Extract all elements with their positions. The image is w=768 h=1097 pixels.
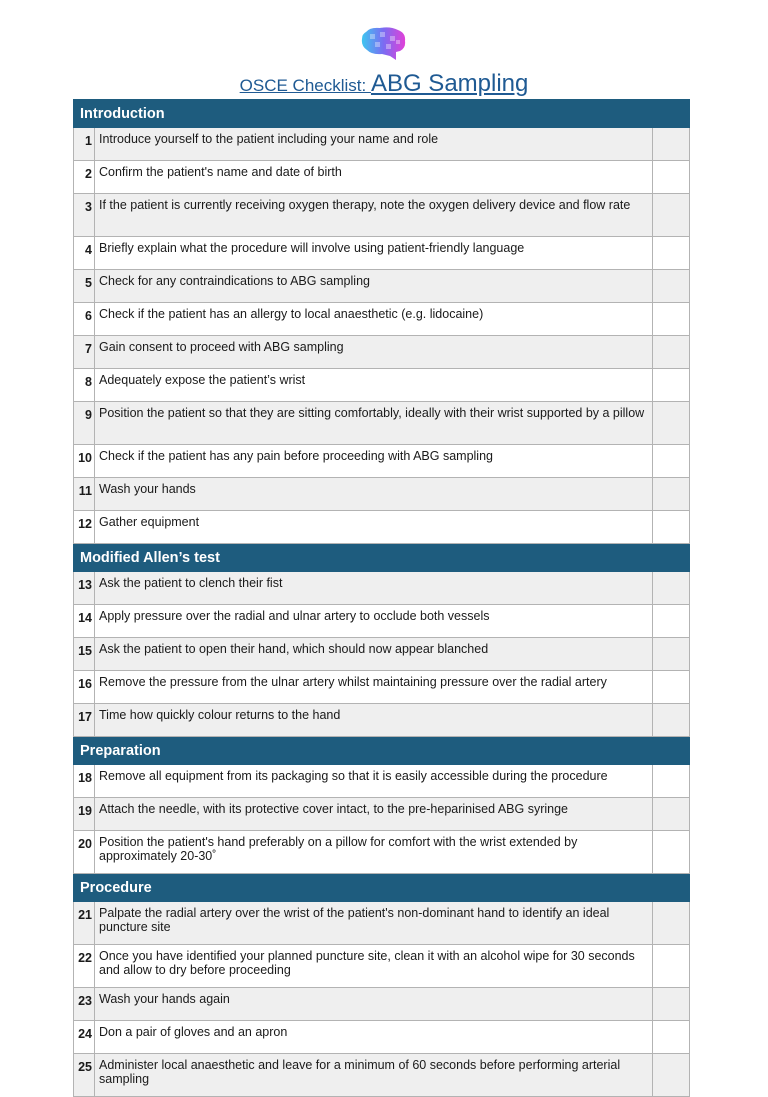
item-text: Don a pair of gloves and an apron xyxy=(95,1021,653,1054)
checkbox-cell[interactable] xyxy=(652,572,689,605)
section-header xyxy=(74,874,690,902)
item-number: 7 xyxy=(74,336,95,369)
section-title: Modified Allen’s test xyxy=(74,544,690,572)
item-text: Administer local anaesthetic and leave for a minimum of 60 seconds before performing arterial sampling xyxy=(95,1054,653,1097)
item-number: 2 xyxy=(74,161,95,194)
checkbox-cell[interactable] xyxy=(652,478,689,511)
checkbox-cell[interactable] xyxy=(652,161,689,194)
checklist-row xyxy=(74,161,690,194)
section-header xyxy=(74,737,690,765)
item-number: 24 xyxy=(74,1021,95,1054)
checkbox-cell[interactable] xyxy=(652,303,689,336)
item-text: Gather equipment xyxy=(95,511,653,544)
checklist-row xyxy=(74,237,690,270)
title-prefix: OSCE Checklist: xyxy=(239,76,371,95)
item-text: Ask the patient to open their hand, which should now appear blanched xyxy=(95,638,653,671)
item-number: 8 xyxy=(74,369,95,402)
item-text: Ask the patient to clench their fist xyxy=(95,572,653,605)
checklist-row xyxy=(74,445,690,478)
checklist-row xyxy=(74,1021,690,1054)
checklist-row xyxy=(74,369,690,402)
item-text: Remove the pressure from the ulnar artery whilst maintaining pressure over the radial artery xyxy=(95,671,653,704)
checkbox-cell[interactable] xyxy=(652,638,689,671)
item-text: Time how quickly colour returns to the hand xyxy=(95,704,653,737)
item-number: 6 xyxy=(74,303,95,336)
checkbox-cell[interactable] xyxy=(652,270,689,303)
checkbox-cell[interactable] xyxy=(652,704,689,737)
item-number: 9 xyxy=(74,402,95,445)
checkbox-cell[interactable] xyxy=(652,511,689,544)
item-number: 4 xyxy=(74,237,95,270)
brain-icon xyxy=(360,26,408,64)
item-number: 20 xyxy=(74,831,95,874)
item-text: Wash your hands xyxy=(95,478,653,511)
checkbox-cell[interactable] xyxy=(652,402,689,445)
checklist-row xyxy=(74,902,690,945)
checkbox-cell[interactable] xyxy=(652,445,689,478)
item-text: Apply pressure over the radial and ulnar artery to occlude both vessels xyxy=(95,605,653,638)
item-text: Introduce yourself to the patient including your name and role xyxy=(95,128,653,161)
checklist-row xyxy=(74,671,690,704)
checklist-row xyxy=(74,303,690,336)
item-text: Palpate the radial artery over the wrist of the patient's non-dominant hand to identify an ideal puncture site xyxy=(95,902,653,945)
item-number: 10 xyxy=(74,445,95,478)
checkbox-cell[interactable] xyxy=(652,128,689,161)
item-number: 25 xyxy=(74,1054,95,1097)
checklist-row xyxy=(74,402,690,445)
checkbox-cell[interactable] xyxy=(652,798,689,831)
checklist-row xyxy=(74,988,690,1021)
checklist-table xyxy=(73,99,690,1097)
item-number: 11 xyxy=(74,478,95,511)
checkbox-cell[interactable] xyxy=(652,194,689,237)
checkbox-cell[interactable] xyxy=(652,945,689,988)
item-number: 1 xyxy=(74,128,95,161)
item-number: 14 xyxy=(74,605,95,638)
checklist-row xyxy=(74,128,690,161)
item-number: 5 xyxy=(74,270,95,303)
checkbox-cell[interactable] xyxy=(652,765,689,798)
item-number: 17 xyxy=(74,704,95,737)
item-text: Position the patient so that they are sitting comfortably, ideally with their wrist supported by a pillow xyxy=(95,402,653,445)
checklist-row xyxy=(74,336,690,369)
item-text: Position the patient's hand preferably on a pillow for comfort with the wrist extended by approximately 20-30˚ xyxy=(95,831,653,874)
item-text: Briefly explain what the procedure will involve using patient-friendly language xyxy=(95,237,653,270)
item-text: Adequately expose the patient’s wrist xyxy=(95,369,653,402)
item-text: Gain consent to proceed with ABG sampling xyxy=(95,336,653,369)
item-text: Check for any contraindications to ABG sampling xyxy=(95,270,653,303)
checklist-row xyxy=(74,605,690,638)
item-text: Remove all equipment from its packaging so that it is easily accessible during the procedure xyxy=(95,765,653,798)
item-number: 19 xyxy=(74,798,95,831)
page-title xyxy=(0,70,768,101)
title-main: ABG Sampling xyxy=(370,70,529,97)
item-number: 23 xyxy=(74,988,95,1021)
checkbox-cell[interactable] xyxy=(652,1054,689,1097)
item-number: 18 xyxy=(74,765,95,798)
checklist-row xyxy=(74,572,690,605)
checkbox-cell[interactable] xyxy=(652,336,689,369)
item-text: Once you have identified your planned puncture site, clean it with an alcohol wipe for 30 seconds and allow to dry before proceeding xyxy=(95,945,653,988)
item-number: 3 xyxy=(74,194,95,237)
item-number: 15 xyxy=(74,638,95,671)
checkbox-cell[interactable] xyxy=(652,831,689,874)
checkbox-cell[interactable] xyxy=(652,902,689,945)
checkbox-cell[interactable] xyxy=(652,1021,689,1054)
checklist-row xyxy=(74,1054,690,1097)
item-text: Attach the needle, with its protective cover intact, to the pre-heparinised ABG syringe xyxy=(95,798,653,831)
item-text: Check if the patient has an allergy to local anaesthetic (e.g. lidocaine) xyxy=(95,303,653,336)
checkbox-cell[interactable] xyxy=(652,369,689,402)
section-header xyxy=(74,100,690,128)
checklist-row xyxy=(74,831,690,874)
item-number: 22 xyxy=(74,945,95,988)
item-text: If the patient is currently receiving oxygen therapy, note the oxygen delivery device and flow rate xyxy=(95,194,653,237)
item-text: Check if the patient has any pain before proceeding with ABG sampling xyxy=(95,445,653,478)
checklist-row xyxy=(74,798,690,831)
checkbox-cell[interactable] xyxy=(652,671,689,704)
checklist-row xyxy=(74,511,690,544)
checklist-row xyxy=(74,638,690,671)
checklist-row xyxy=(74,704,690,737)
checklist-row xyxy=(74,194,690,237)
section-title: Procedure xyxy=(74,874,690,902)
item-text: Confirm the patient's name and date of birth xyxy=(95,161,653,194)
checkbox-cell[interactable] xyxy=(652,988,689,1021)
checklist-row xyxy=(74,478,690,511)
item-text: Wash your hands again xyxy=(95,988,653,1021)
checkbox-cell[interactable] xyxy=(652,605,689,638)
item-number: 13 xyxy=(74,572,95,605)
section-title: Introduction xyxy=(74,100,690,128)
item-number: 21 xyxy=(74,902,95,945)
item-number: 12 xyxy=(74,511,95,544)
checklist-row xyxy=(74,945,690,988)
checkbox-cell[interactable] xyxy=(652,237,689,270)
section-title: Preparation xyxy=(74,737,690,765)
checklist-row xyxy=(74,270,690,303)
section-header xyxy=(74,544,690,572)
checklist-row xyxy=(74,765,690,798)
item-number: 16 xyxy=(74,671,95,704)
